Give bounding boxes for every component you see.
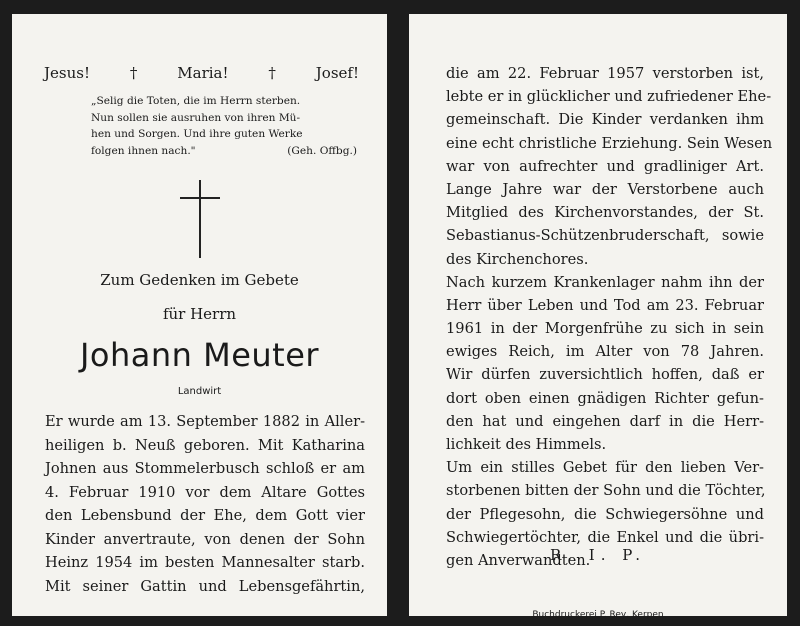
quote-line: Nun sollen sie ausruhen von ihren Mü- bbox=[91, 111, 301, 124]
text-line: 1961 in der Morgenfrühe zu sich in sein bbox=[446, 320, 764, 338]
scripture-quote bbox=[91, 93, 357, 159]
quote-line: hen und Sorgen. Und ihre guten Werke bbox=[91, 128, 303, 140]
text-line: Mitglied des Kirchenvorstandes, der St. bbox=[446, 204, 764, 222]
quote-source: (Geh. Offbg.) bbox=[287, 144, 357, 157]
text-line: lebte er in glücklicher und zufriedener Ehe- bbox=[446, 88, 772, 106]
text-line: Wir dürfen zuversichtlich hoffen, daß er bbox=[446, 366, 764, 384]
text-line: gen Anverwandten. bbox=[446, 551, 591, 569]
cross-icon bbox=[180, 180, 220, 258]
right-card bbox=[409, 14, 787, 620]
quote-line: folgen ihnen nach." bbox=[91, 144, 196, 157]
quote-line: „Selig die Toten, die im Herrn sterben. bbox=[91, 95, 301, 107]
text-line: Um ein stilles Gebet für den lieben Ver- bbox=[446, 459, 764, 477]
text-line: Herr über Leben und Tod am 23. Februar bbox=[446, 296, 764, 314]
invocation-line bbox=[44, 64, 359, 82]
text-line: die am 22. Februar 1957 verstorben ist, bbox=[446, 65, 764, 82]
invocation-maria: Maria! bbox=[177, 64, 229, 82]
text-line: ewiges Reich, im Alter von 78 Jahren. bbox=[446, 343, 764, 361]
invocation-jesus: Jesus! bbox=[44, 64, 90, 82]
left-card bbox=[12, 14, 387, 616]
invocation-josef: Josef! bbox=[315, 64, 359, 82]
text-line: Lange Jahre war der Verstorbene auch bbox=[446, 180, 764, 198]
deceased-name: Johann Meuter bbox=[79, 336, 320, 374]
text-line: Kinder anvertraute, von denen der Sohn bbox=[45, 530, 365, 548]
text-line: den Lebensbund der Ehe, dem Gott vier bbox=[45, 507, 365, 524]
cross-symbol: † bbox=[268, 64, 276, 82]
text-line: Heinz 1954 im besten Mannesalter starb. bbox=[45, 554, 365, 571]
text-line: war von aufrechter und gradliniger Art. bbox=[446, 157, 764, 175]
for-heading: für Herrn bbox=[162, 305, 237, 323]
text-line: Schwiegertöchter, die Enkel und die übri- bbox=[446, 528, 764, 546]
text-line: den hat und eingehen darf in die Herr- bbox=[446, 412, 764, 430]
text-line: Mit seiner Gattin und Lebensgefährtin, bbox=[45, 577, 365, 595]
text-line: lichkeit des Himmels. bbox=[446, 436, 607, 453]
text-line: dort oben einen gnädigen Richter gefun- bbox=[446, 389, 764, 407]
occupation: Landwirt bbox=[177, 386, 222, 397]
text-line: heiligen b. Neuß geboren. Mit Katharina bbox=[45, 436, 365, 454]
biography-text-right bbox=[446, 62, 773, 572]
text-line: 4. Februar 1910 vor dem Altare Gottes bbox=[45, 483, 365, 501]
text-line: der Pflegesohn, die Schwiegersöhne und bbox=[446, 505, 764, 523]
text-line: Nach kurzem Krankenlager nahm ihn der bbox=[446, 273, 764, 291]
text-line: eine echt christliche Erziehung. Sein Wesen bbox=[446, 134, 773, 152]
quote-last-line bbox=[91, 143, 357, 160]
text-line: Sebastianus-Schützenbruderschaft, sowie bbox=[446, 227, 764, 245]
biography-text-left bbox=[45, 410, 365, 598]
text-line: des Kirchenchores. bbox=[446, 250, 589, 268]
printer-imprint: Buchdruckerei P. Rey, Kerpen bbox=[532, 610, 664, 620]
memory-heading: Zum Gedenken im Gebete bbox=[100, 271, 299, 289]
text-line: Johnen aus Stommelerbusch schloß er am bbox=[45, 460, 365, 477]
text-line: storbenen bitten der Sohn und die Töchter, bbox=[446, 482, 766, 500]
cross-symbol: † bbox=[129, 64, 138, 82]
rip-text: R. I. P. bbox=[549, 546, 647, 564]
text-line: gemeinschaft. Die Kinder verdanken ihm bbox=[446, 111, 764, 129]
text-line: Er wurde am 13. September 1882 in Aller- bbox=[45, 413, 365, 430]
